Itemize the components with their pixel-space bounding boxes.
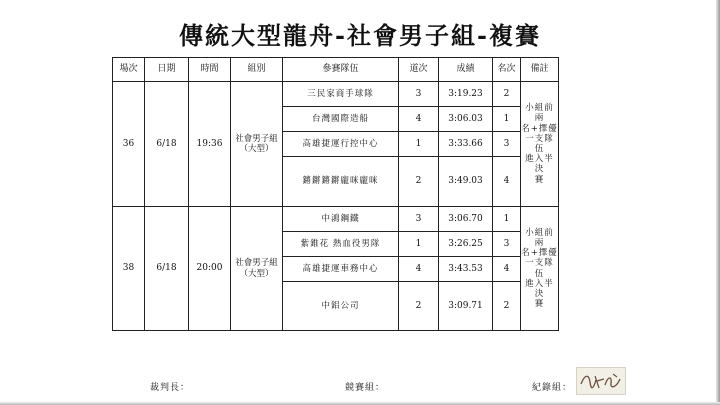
- team-name: 高雄捷運車務中心: [283, 257, 399, 282]
- lane: 3: [399, 207, 439, 232]
- team-name: 台灣國際造船: [283, 107, 399, 132]
- lane: 4: [399, 107, 439, 132]
- race-committee-label: 競賽組：: [345, 383, 386, 393]
- team-name: 中鋁公司: [283, 282, 399, 331]
- lane: 2: [399, 282, 439, 331]
- note-line: 小組前兩: [525, 227, 554, 248]
- results-table: [112, 57, 559, 331]
- rank: 3: [493, 232, 521, 257]
- chief-referee-label: 裁判長：: [150, 383, 191, 393]
- group-size: （大型）: [239, 268, 274, 279]
- result-time: 3:49.03: [439, 157, 493, 207]
- rank: 1: [493, 207, 521, 232]
- lane: 1: [399, 232, 439, 257]
- header-rank: 名次: [493, 58, 521, 82]
- group-name: 社會男子組: [235, 133, 278, 144]
- note-line: 名+擇優: [521, 248, 558, 259]
- result-time: 3:43.53: [439, 257, 493, 282]
- group-cell: [231, 82, 283, 207]
- table-row: [113, 82, 559, 107]
- page-edge-right: [716, 0, 720, 405]
- table-row: [113, 207, 559, 232]
- header-result: 成績: [439, 58, 493, 82]
- note-line: 進入半決: [525, 154, 554, 175]
- header-match: 場次: [113, 58, 145, 82]
- team-name: 三民家商手球隊: [283, 82, 399, 107]
- lane: 1: [399, 132, 439, 157]
- race-date: 6/18: [145, 82, 189, 207]
- result-time: 3:09.71: [439, 282, 493, 331]
- team-name: 高雄捷運行控中心: [283, 132, 399, 157]
- lane: 2: [399, 157, 439, 207]
- group-size: （大型）: [239, 144, 274, 154]
- rank: 2: [493, 282, 521, 331]
- header-team: 參賽隊伍: [283, 58, 399, 82]
- note-line: 小組前兩: [525, 103, 554, 124]
- match-number: 36: [113, 82, 145, 207]
- result-time: 3:33.66: [439, 132, 493, 157]
- note-cell: [521, 207, 559, 331]
- note-line: 一支隊伍: [525, 133, 554, 154]
- rank: 2: [493, 82, 521, 107]
- signature-icon: [577, 368, 625, 394]
- result-time: 3:19.23: [439, 82, 493, 107]
- note-line: 賽: [534, 299, 545, 310]
- lane: 3: [399, 82, 439, 107]
- lane: 4: [399, 257, 439, 282]
- team-name: 鏘鏘鏘鏘龐咪龐咪: [283, 157, 399, 207]
- race-time: 20:00: [189, 207, 231, 331]
- recorder-signature: [576, 367, 626, 395]
- header-lane: 道次: [399, 58, 439, 82]
- result-time: 3:26.25: [439, 232, 493, 257]
- group-name: 社會男子組: [235, 258, 278, 269]
- recorder-label: 紀錄組：: [532, 383, 573, 393]
- header-group: 組別: [231, 58, 283, 82]
- result-time: 3:06.70: [439, 207, 493, 232]
- result-time: 3:06.03: [439, 107, 493, 132]
- note-line: 名+擇優: [521, 123, 558, 134]
- note-line: 進入半決: [525, 278, 554, 299]
- rank: 4: [493, 257, 521, 282]
- team-name: 紫錐花 熱血役男隊: [283, 232, 399, 257]
- table-header-row: [113, 58, 559, 82]
- header-note: 備註: [521, 58, 559, 82]
- race-time: 19:36: [189, 82, 231, 207]
- note-line: 一支隊伍: [525, 258, 554, 279]
- header-date: 日期: [145, 58, 189, 82]
- team-name: 中鴻鋼鐵: [283, 207, 399, 232]
- race-date: 6/18: [145, 207, 189, 331]
- match-number: 38: [113, 207, 145, 331]
- note-cell: [521, 82, 559, 207]
- note-line: 賽: [534, 174, 545, 185]
- document-title: 傳統大型龍舟-社會男子組-複賽: [179, 21, 541, 50]
- rank: 1: [493, 107, 521, 132]
- rank: 4: [493, 157, 521, 207]
- group-cell: [231, 207, 283, 331]
- rank: 3: [493, 132, 521, 157]
- header-time: 時間: [189, 58, 231, 82]
